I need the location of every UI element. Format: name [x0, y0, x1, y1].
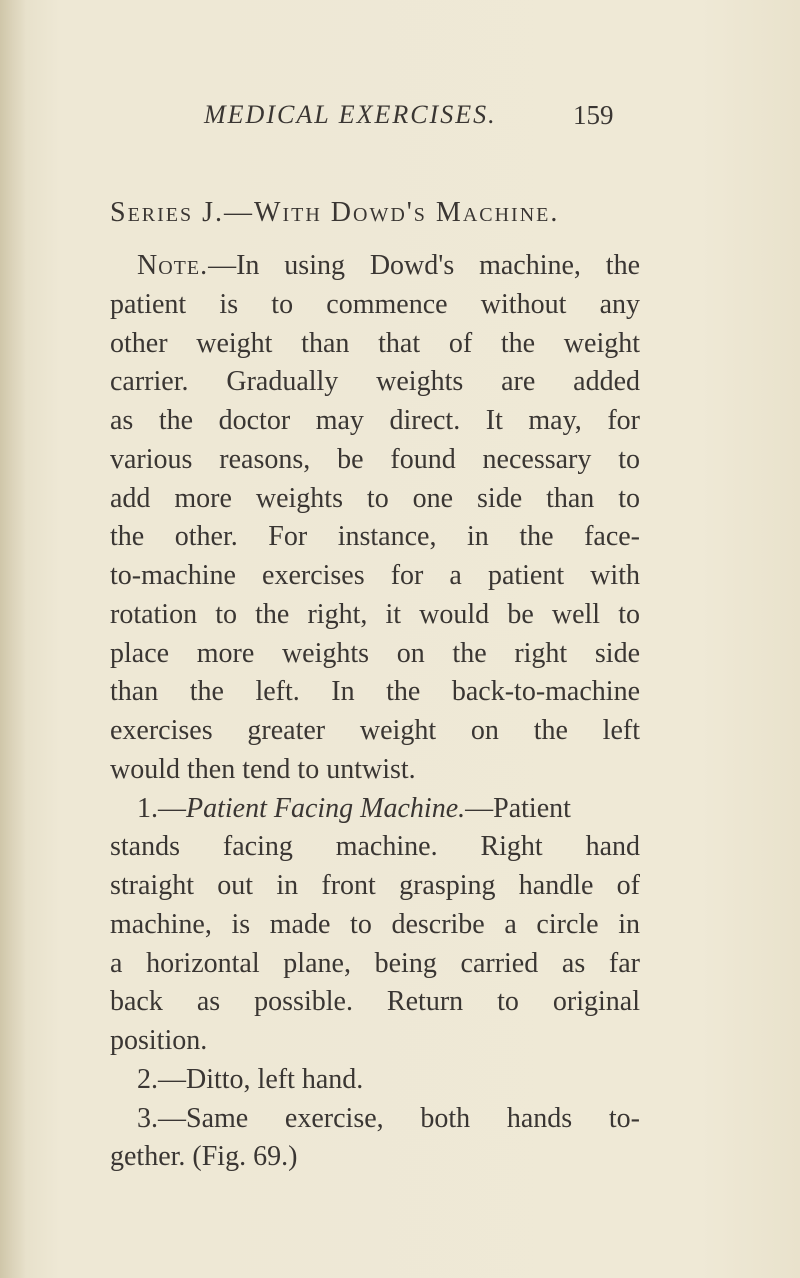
text-line: add more weights to one side than to: [110, 482, 640, 514]
text-line: 1.—Patient Facing Machine.—Patient: [137, 792, 571, 824]
text-line: exercises greater weight on the left: [110, 715, 640, 746]
note-label: Note.: [137, 250, 209, 281]
series-heading: Series J.—With Dowd's Machine.: [110, 197, 560, 228]
exercise-3: [110, 1100, 640, 1178]
text-line: Note.—In using Dowd's machine, the: [137, 250, 640, 281]
text-line: than the left. In the back-to-machine: [110, 676, 640, 708]
exercise-1: [110, 790, 640, 1061]
text-line: back as possible. Return to original: [110, 986, 640, 1018]
running-head-title: MEDICAL EXERCISES.: [204, 100, 497, 129]
exercise-2: [110, 1061, 640, 1100]
text-line: to-machine exercises for a patient with: [110, 560, 640, 591]
running-head: [204, 100, 624, 140]
text-line: would then tend to untwist.: [110, 753, 416, 785]
text-line: position.: [110, 1025, 208, 1056]
text-line: as the doctor may direct. It may, for: [110, 405, 640, 436]
text-line: machine, is made to describe a circle in: [110, 908, 640, 940]
text-line: carrier. Gradually weights are added: [110, 366, 640, 398]
page-number: 159: [573, 100, 614, 130]
page-gutter-shadow: [0, 0, 26, 1278]
text-line: the other. For instance, in the face-: [110, 521, 640, 553]
text-line: a horizontal plane, being carried as far: [110, 947, 640, 979]
text-line: various reasons, be found necessary to: [110, 443, 640, 475]
exercise-number: 1.—: [137, 792, 186, 824]
text-line: patient is to commence without any: [110, 288, 640, 320]
text-line: place more weights on the right side: [110, 637, 640, 669]
text-line: stands facing machine. Right hand: [110, 831, 640, 863]
note-paragraph: [110, 247, 640, 790]
exercise-title: Patient Facing Machine.: [186, 792, 466, 824]
body-text: [110, 247, 640, 1177]
text-line: straight out in front grasping handle of: [110, 870, 640, 901]
text-line: other weight than that of the weight: [110, 327, 640, 359]
text-line: 2.—Ditto, left hand.: [137, 1063, 364, 1095]
text-line: 3.—Same exercise, both hands to-: [137, 1102, 640, 1134]
text-line: rotation to the right, it would be well to: [110, 598, 640, 630]
text-line: gether. (Fig. 69.): [110, 1141, 298, 1173]
